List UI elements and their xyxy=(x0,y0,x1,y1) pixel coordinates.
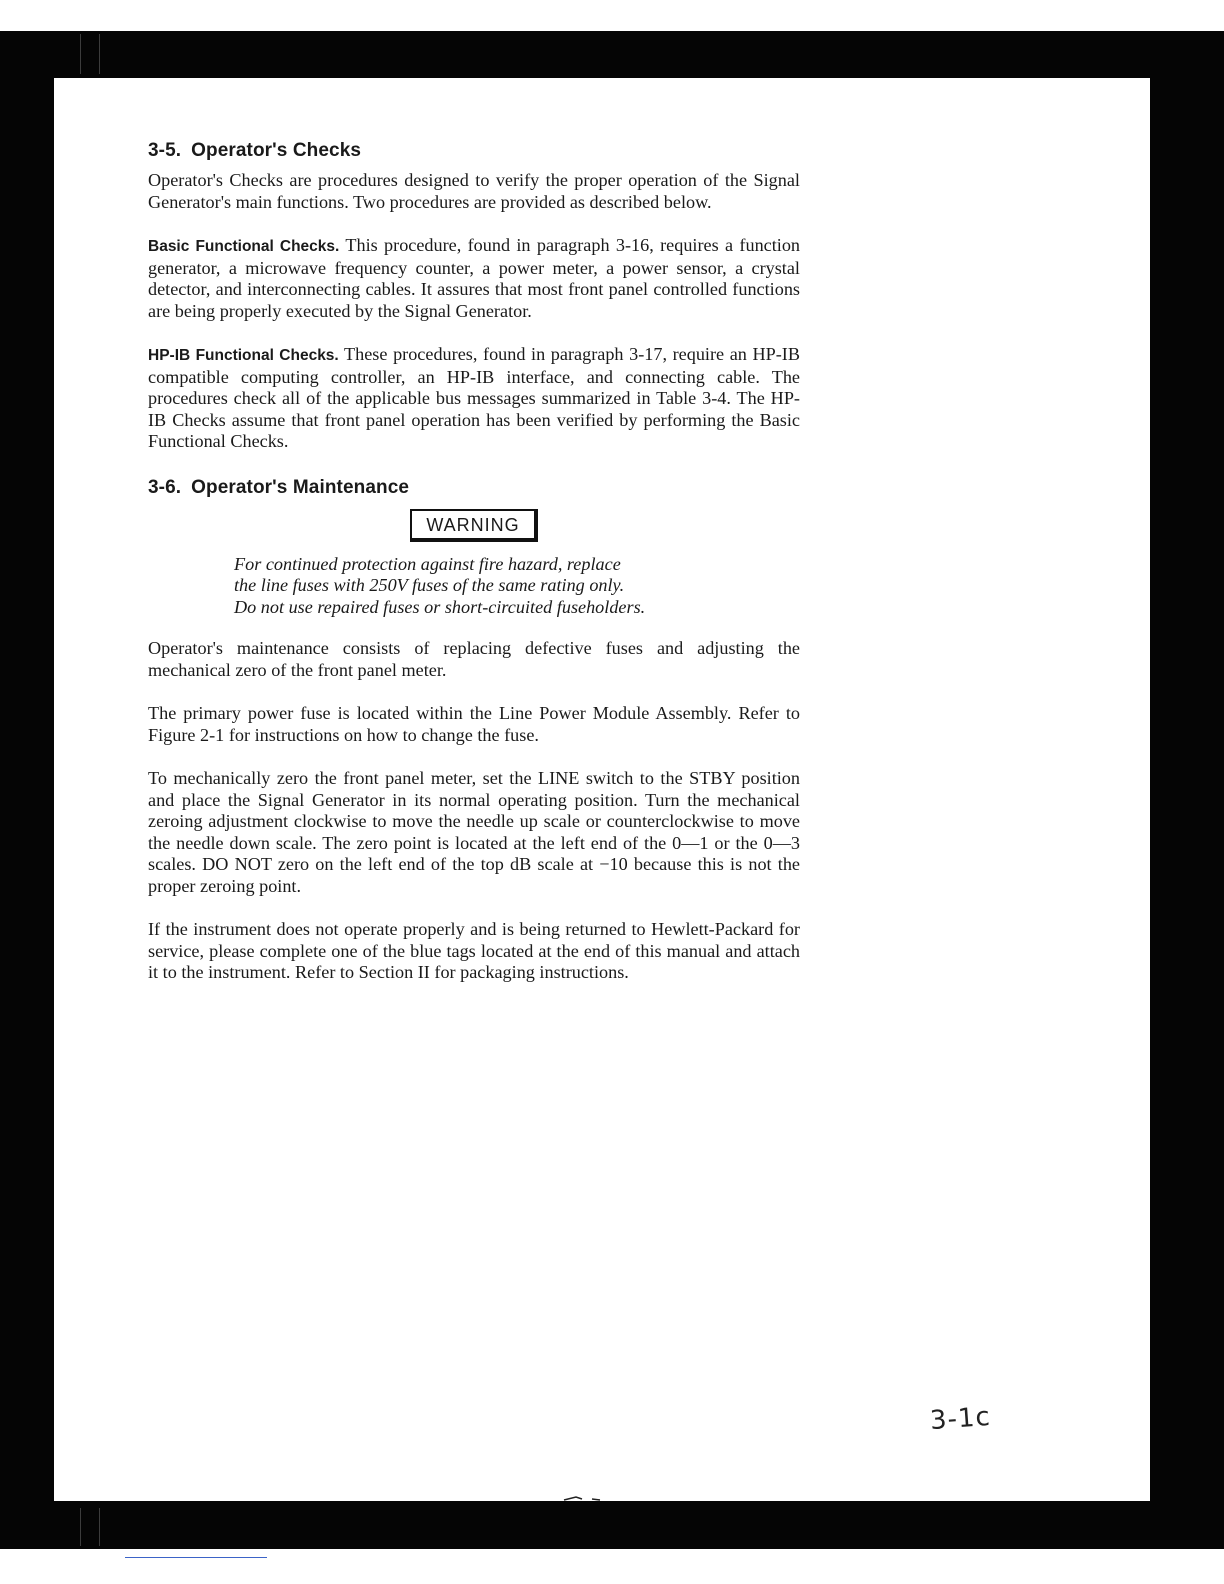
section-title: Operator's Maintenance xyxy=(191,476,410,498)
hpib-functional-checks-lead: HP-IB Functional Checks. xyxy=(148,347,339,364)
page-content xyxy=(148,140,800,984)
scan-edge-marks xyxy=(80,1508,100,1546)
document-page xyxy=(54,78,1150,1501)
return-service-paragraph: If the instrument does not operate properly and is being returned to Hewlett-Packard for service, please complete one of the blue tags located at the end of this manual and attach it to the instrument. Refer to Section II for packaging instructions. xyxy=(148,919,800,982)
meter-zero-paragraph: To mechanically zero the front panel meter, set the LINE switch to the STBY position and place the Signal Generator in its normal operating position. Turn the mechanical zeroing adjustment clockwise to move the needle up scale or counterclockwise to move the needle down scale. The zero point is located at the left end of the 0—1 or the 0—3 scales. DO NOT zero on the left end of the top dB scale at −10 because this is not the proper zeroing point. xyxy=(148,768,800,896)
warning-label-wrap xyxy=(148,509,800,542)
section-title: Operator's Checks xyxy=(191,140,362,161)
basic-functional-checks-paragraph xyxy=(148,235,800,322)
section-heading-operators-maintenance xyxy=(148,477,800,499)
hpib-functional-checks-paragraph xyxy=(148,344,800,453)
warning-text xyxy=(148,554,800,619)
basic-functional-checks-text: This procedure, found in paragraph 3-16, requires a function generator, a microwave frequency counter, a power meter, a power sensor, a crystal detector, and interconnecting cables. It assures that most front panel controlled functions are being properly executed by the Signal Generator. xyxy=(148,235,801,321)
operators-checks-intro: Operator's Checks are procedures designed to verify the proper operation of the Signal Generator's main functions. Two procedures are provided as described below. xyxy=(148,170,800,212)
maintenance-paragraph: Operator's maintenance consists of replacing defective fuses and adjusting the mechanical zero of the front panel meter. xyxy=(148,638,800,680)
handwritten-page-number: 3-1c xyxy=(929,1401,992,1437)
warning-label: WARNING xyxy=(410,509,537,542)
hpib-functional-checks-text: These procedures, found in paragraph 3-17, require an HP-IB compatible computing controller, an HP-IB interface, and connecting cable. The procedures check all of the applicable bus messages summarized in Table 3-4. The HP-IB Checks assume that front panel operation has been verified by performing the Basic Functional Checks. xyxy=(148,344,800,451)
power-fuse-paragraph: The primary power fuse is located within the Line Power Module Assembly. Refer to Figure 2-1 for instructions on how to change the fuse. xyxy=(148,703,800,745)
warning-line: For continued protection against fire hazard, replace xyxy=(234,553,621,574)
scan-edge-marks xyxy=(80,34,100,74)
section-number: 3-5. xyxy=(148,140,182,161)
section-heading-operators-checks xyxy=(148,140,800,162)
basic-functional-checks-lead: Basic Functional Checks. xyxy=(148,238,340,255)
warning-line: Do not use repaired fuses or short-circuited fuseholders. xyxy=(234,596,646,617)
scan-artifact-mark xyxy=(562,1496,602,1502)
section-number: 3-6. xyxy=(148,476,182,498)
warning-line: the line fuses with 250V fuses of the same rating only. xyxy=(234,575,625,595)
blue-underline xyxy=(125,1557,267,1558)
